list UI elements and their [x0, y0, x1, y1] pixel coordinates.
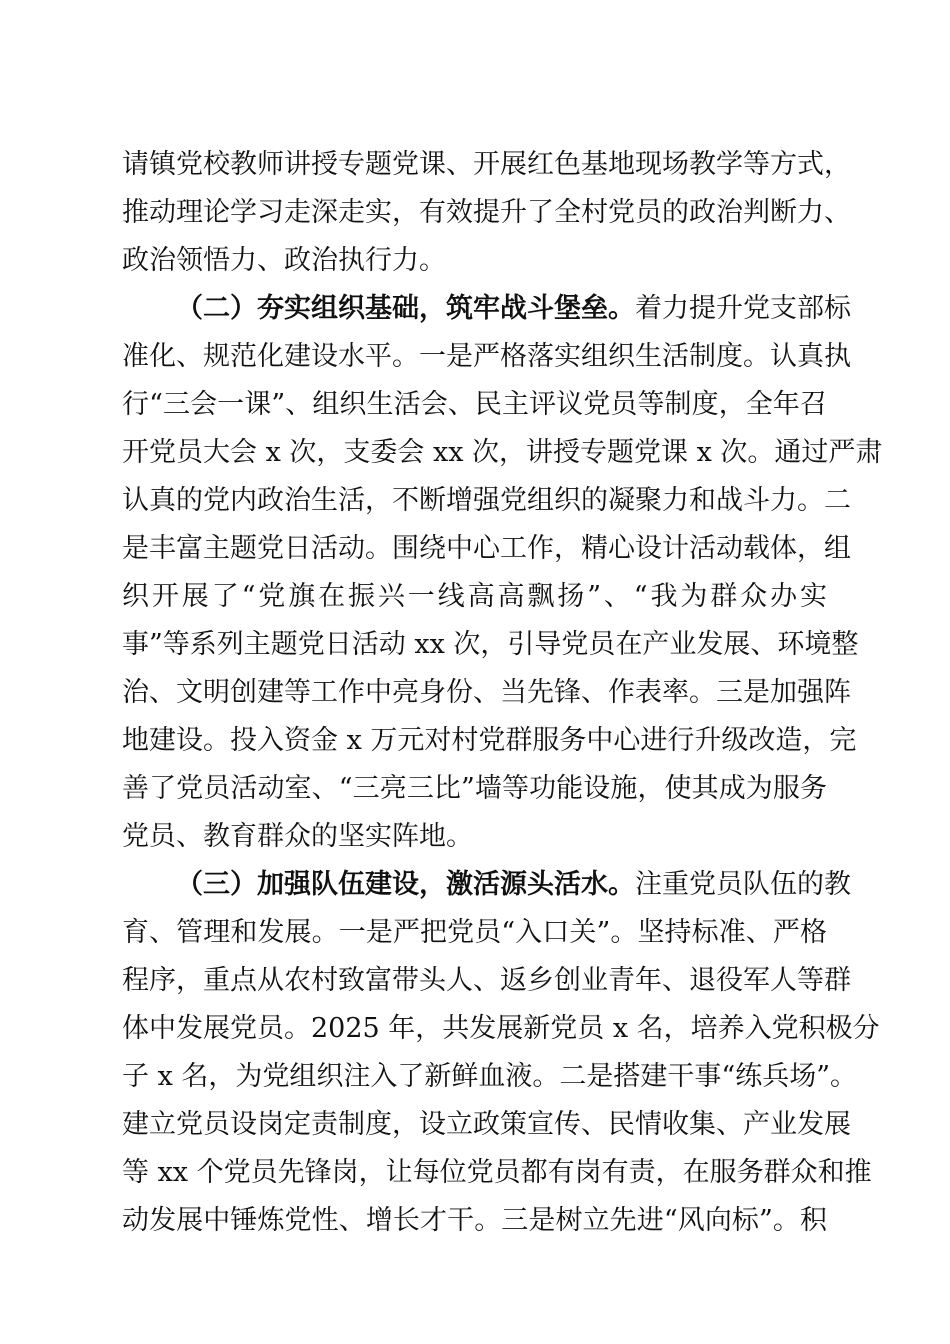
body-text-line: 体中发展党员。2025 年，共发展新党员 x 名，培养入党积极分 [122, 1013, 880, 1044]
body-text-line: 地建设。投入资金 x 万元对村党群服务中心进行升级改造，完 [122, 725, 857, 756]
body-text-line: 治、文明创建等工作中亮身份、当先锋、作表率。三是加强阵 [122, 677, 851, 708]
body-text-line: 党员、教育群众的坚实阵地。 [122, 821, 473, 852]
body-text-run: 注重党员队伍的教 [635, 869, 851, 900]
body-text-line: 是丰富主题党日活动。围绕中心工作，精心设计活动载体，组 [122, 533, 851, 564]
section-heading-line [176, 287, 851, 331]
body-text-line: 推动理论学习走深走实，有效提升了全村党员的政治判断力、 [122, 197, 851, 228]
body-text-line: 开党员大会 x 次，支委会 xx 次，讲授专题党课 x 次。通过严肃 [122, 437, 883, 468]
body-text-line: 建立党员设岗定责制度，设立政策宣传、民情收集、产业发展 [122, 1109, 851, 1140]
body-text-run: 着力提升党支部标 [635, 293, 851, 324]
body-text-line: 育、管理和发展。一是严把党员“入口关”。坚持标准、严格 [122, 917, 827, 948]
body-text-line: 行“三会一课”、组织生活会、民主评议党员等制度，全年召 [122, 389, 827, 420]
body-text-line: 织开展了“党旗在振兴一线高高飘扬”、“我为群众办实 [122, 581, 827, 612]
body-text-line: 等 xx 个党员先锋岗，让每位党员都有岗有责，在服务群众和推 [122, 1157, 872, 1188]
body-text-line: 认真的党内政治生活，不断增强党组织的凝聚力和战斗力。二 [122, 485, 851, 516]
body-text-line: 善了党员活动室、“三亮三比”墙等功能设施，使其成为服务 [122, 773, 827, 804]
section-heading: （三）加强队伍建设，激活源头活水。 [176, 869, 635, 900]
body-text-line: 动发展中锤炼党性、增长才干。三是树立先进“风向标”。积 [122, 1205, 827, 1236]
body-text-line: 子 x 名，为党组织注入了新鲜血液。二是搭建干事“练兵场”。 [122, 1061, 857, 1092]
section-heading: （二）夯实组织基础，筑牢战斗堡垒。 [176, 293, 635, 324]
body-text-line: 事”等系列主题党日活动 xx 次，引导党员在产业发展、环境整 [122, 629, 859, 660]
body-text-line: 程序，重点从农村致富带头人、返乡创业青年、退役军人等群 [122, 965, 851, 996]
section-heading-line [176, 863, 851, 907]
body-text-line: 准化、规范化建设水平。一是严格落实组织生活制度。认真执 [122, 341, 851, 372]
body-text-line: 请镇党校教师讲授专题党课、开展红色基地现场教学等方式， [122, 149, 851, 180]
body-text-line: 政治领悟力、政治执行力。 [122, 245, 446, 276]
